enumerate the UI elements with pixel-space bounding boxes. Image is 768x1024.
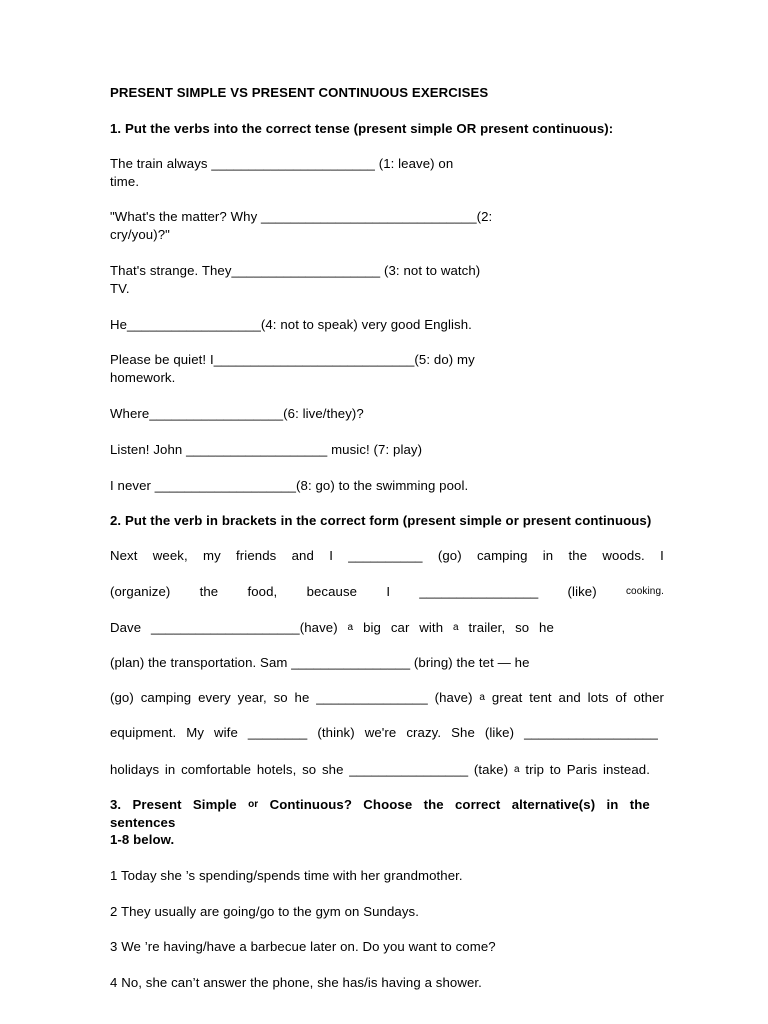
word: ________________ [419, 584, 539, 599]
word: ________________ [349, 762, 469, 777]
word: equipment. [110, 725, 177, 740]
word: he [539, 620, 554, 635]
word: My [186, 725, 205, 740]
word: food, [247, 584, 278, 599]
choice-sentence: 3 We ’re having/have a barbecue later on. Do you want to come? [110, 939, 496, 954]
word: Choose [363, 797, 413, 812]
word: year, [237, 690, 267, 705]
word: to [549, 762, 561, 777]
word: Simple [192, 797, 237, 812]
word: big [363, 620, 381, 635]
word: woods. [602, 548, 645, 563]
choice-sentence: 1 Today she ’s spending/spends time with her grandmother. [110, 868, 463, 883]
word: (have) [434, 690, 473, 705]
word: the [629, 797, 650, 812]
word: in [542, 548, 554, 563]
word: the [199, 584, 219, 599]
paragraph-line [110, 725, 658, 741]
word: hotels, [256, 762, 297, 777]
word: and [558, 690, 581, 705]
word: I [660, 548, 664, 563]
word: (go) [437, 548, 462, 563]
exercise-1-line: The train always ______________________ (1: leave) on [110, 156, 454, 171]
paragraph-line: (plan) the transportation. Sam ________________ (bring) the tet — he [110, 655, 530, 670]
paragraph-line [110, 548, 664, 564]
section-3-heading [110, 797, 650, 813]
word: the [423, 797, 444, 812]
word: friends [236, 548, 277, 563]
word: lots [587, 690, 609, 705]
word: __________ [348, 548, 423, 563]
word: a [513, 764, 520, 775]
word: in [606, 797, 619, 812]
word: we're [364, 725, 397, 740]
word: trailer, [468, 620, 506, 635]
word: car [390, 620, 410, 635]
word: so [302, 762, 317, 777]
word: every [198, 690, 231, 705]
exercise-3-line: TV. [110, 281, 130, 296]
word: tent [529, 690, 552, 705]
word: with [419, 620, 444, 635]
word: instead. [602, 762, 650, 777]
word: cooking. [625, 586, 664, 597]
word: the [568, 548, 588, 563]
exercise-1-line: time. [110, 174, 140, 189]
word: so [273, 690, 288, 705]
page-title: PRESENT SIMPLE VS PRESENT CONTINUOUS EXERCISES [110, 85, 489, 100]
exercise-5-line: Please be quiet! I___________________________(5: do) my [110, 352, 475, 367]
word: camping [476, 548, 528, 563]
word: (like) [567, 584, 597, 599]
word: 3. [110, 797, 122, 812]
word: trip [525, 762, 545, 777]
word: crazy. [406, 725, 442, 740]
word: correct [454, 797, 501, 812]
section-1-heading: 1. Put the verbs into the correct tense (present simple OR present continuous): [110, 121, 614, 136]
word: alternative(s) [511, 797, 596, 812]
word: Dave [110, 620, 142, 635]
word: Continuous? [269, 797, 352, 812]
exercise-3-line: That's strange. They____________________ (3: not to watch) [110, 263, 481, 278]
exercise-4-line: He__________________(4: not to speak) very good English. [110, 317, 472, 332]
word: week, [152, 548, 188, 563]
exercise-2-line: "What's the matter? Why _____________________________(2: [110, 209, 493, 224]
word: Next [110, 548, 138, 563]
exercise-8-line: I never ___________________(8: go) to the swimming pool. [110, 478, 469, 493]
word: he [294, 690, 310, 705]
word: _______________ [316, 690, 428, 705]
word: I [386, 584, 391, 599]
choice-sentence: 2 They usually are going/go to the gym on Sundays. [110, 904, 419, 919]
word: of [615, 690, 627, 705]
exercise-2-line: cry/you)?" [110, 227, 170, 242]
word: (go) [110, 690, 134, 705]
word: Paris [566, 762, 598, 777]
word: other [633, 690, 664, 705]
word: __________________ [524, 725, 658, 740]
word: so [515, 620, 530, 635]
word: Present [132, 797, 182, 812]
word: or [248, 799, 259, 810]
exercise-7-line: Listen! John ___________________ music! (7: play) [110, 442, 423, 457]
word: great [491, 690, 523, 705]
word: a [347, 622, 354, 633]
word: she [321, 762, 344, 777]
word: holidays [110, 762, 160, 777]
exercise-5-line: homework. [110, 370, 176, 385]
choice-sentence: 4 No, she can’t answer the phone, she has/is having a shower. [110, 975, 482, 990]
word: (organize) [110, 584, 171, 599]
word: I [329, 548, 333, 563]
word: wife [214, 725, 238, 740]
word: (like) [484, 725, 515, 740]
word: comfortable [181, 762, 252, 777]
word: She [451, 725, 475, 740]
paragraph-line [110, 584, 664, 600]
word: ____________________(have) [151, 620, 338, 635]
word: my [203, 548, 221, 563]
paragraph-line [110, 762, 650, 778]
word: ________ [247, 725, 308, 740]
word: (take) [473, 762, 509, 777]
section-3-heading-cont: 1-8 below. [110, 832, 175, 847]
section-3-heading-cont: sentences [110, 815, 176, 830]
exercise-6-line: Where__________________(6: live/they)? [110, 406, 364, 421]
word: (think) [317, 725, 355, 740]
word: camping [140, 690, 192, 705]
word: a [452, 622, 459, 633]
word: and [291, 548, 314, 563]
section-2-heading: 2. Put the verb in brackets in the correct form (present simple or present continuous) [110, 513, 652, 528]
paragraph-line [110, 620, 554, 636]
word: because [306, 584, 358, 599]
word: a [479, 692, 486, 703]
paragraph-line [110, 690, 664, 706]
word: in [164, 762, 176, 777]
